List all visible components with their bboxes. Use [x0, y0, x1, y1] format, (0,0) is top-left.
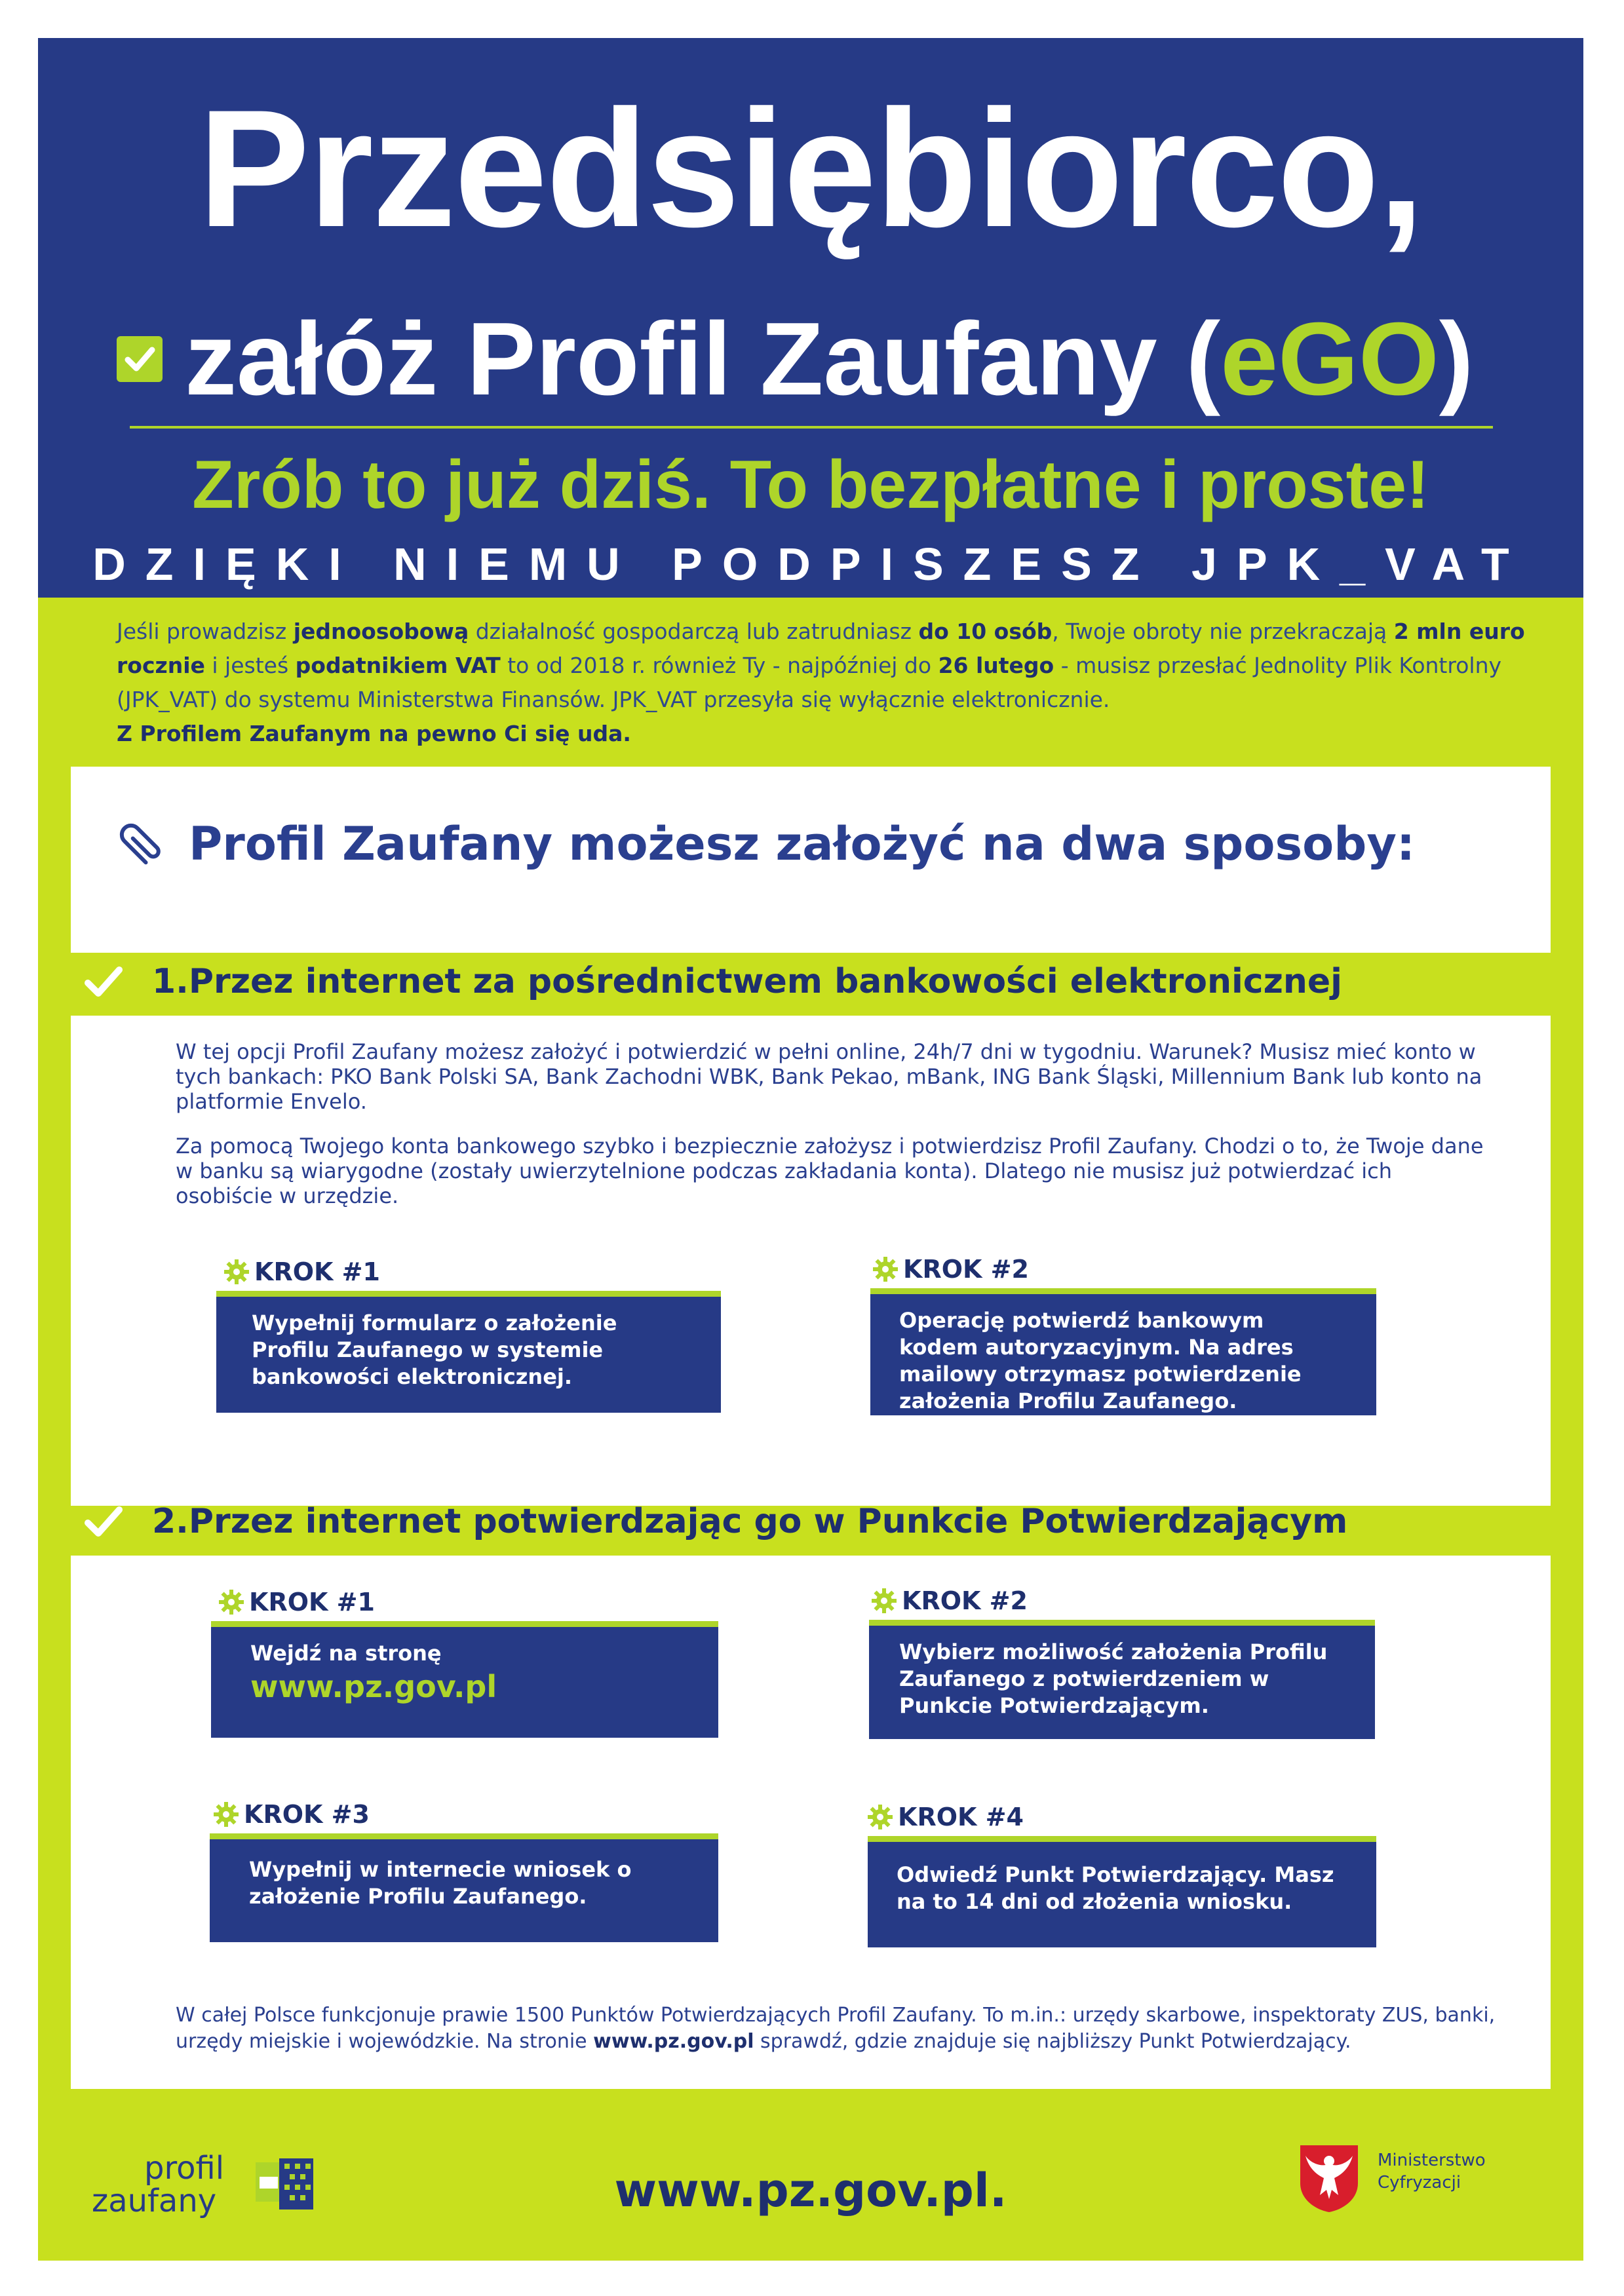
footer-url-link[interactable]: www.pz.gov.pl.: [614, 2164, 1007, 2217]
intro-paragraph: [117, 615, 1532, 751]
section2-title: [84, 1495, 1347, 1548]
section2-step3-label: [212, 1798, 370, 1831]
paperclip-icon: [111, 815, 169, 873]
page-title: Przedsiębiorco,: [198, 75, 1423, 262]
intro-closing: Z Profilem Zaufanym na pewno Ci się uda.: [117, 721, 631, 746]
section1-step2-label: [872, 1253, 1029, 1286]
intro-text: i jesteś: [204, 653, 296, 678]
section2-step4-label: [866, 1801, 1024, 1833]
ministry-logo: [1296, 2141, 1532, 2220]
tagline: Zrób to już dziś. To bezpłatne i proste!: [192, 447, 1429, 523]
intro-bold: 2 mln euro rocznie: [117, 619, 1525, 678]
gear-icon: [223, 1258, 250, 1286]
poster: [38, 38, 1583, 2261]
step-label: KROK #1: [254, 1257, 380, 1286]
gear-icon: [872, 1255, 899, 1283]
ministry-line2: Cyfryzacji: [1378, 2173, 1461, 2192]
gear-icon: [870, 1587, 898, 1615]
section2-note: [176, 2002, 1545, 2055]
intro-text: działalność gospodarczą lub zatrudniasz: [469, 619, 919, 644]
logo-text-line1: profil: [144, 2150, 225, 2187]
intro-bold: podatnikiem VAT: [295, 653, 501, 678]
intro-text: Jeśli prowadzisz: [117, 619, 294, 644]
step-url-link[interactable]: www.pz.gov.pl: [250, 1669, 497, 1704]
section2-title-text: 2.Przez internet potwierdzając go w Punkcie Potwierdzającym: [152, 1502, 1348, 1541]
section1-para2: Za pomocą Twojego konta bankowego szybko i bezpiecznie założysz i potwierdzisz Profil Zaufany. Chodzi o to, że Twoje dane w banku są wiarygodne (zostały uwierzytelnione podczas zakładania konta). Dlatego nie musisz już potwierdzać ich osobiście w urzędzie.: [176, 1134, 1484, 1208]
eagle-emblem-icon: [1296, 2141, 1362, 2213]
section1-title: [84, 955, 1342, 1008]
strapline: DZIĘKI NIEMU PODPISZESZ JPK_VAT: [92, 539, 1529, 590]
section1-step2-box: Operację potwierdź bankowym kodem autoryzacyjnym. Na adres mailowy otrzymasz potwierdzenie założenia Profilu Zaufanego.: [870, 1288, 1376, 1415]
header-banner: [38, 38, 1583, 598]
section2-step2-label: [870, 1584, 1028, 1617]
section2-step1-label: [218, 1586, 375, 1618]
section1-step1-label: [223, 1255, 380, 1288]
subtitle-end: ): [1439, 301, 1474, 417]
intro-text: , Twoje obroty nie przekraczają: [1052, 619, 1394, 644]
ministry-name: [1378, 2149, 1486, 2194]
intro-text: to od 2018 r. również Ty - najpóźniej do: [500, 653, 938, 678]
intro-bold: do 10 osób: [918, 619, 1053, 644]
header-divider: [130, 426, 1493, 429]
gear-icon: [866, 1803, 894, 1831]
subtitle-main: załóż Profil Zaufany (: [185, 301, 1221, 417]
section2-step4-box: Odwiedź Punkt Potwierdzający. Masz na to 14 dni od złożenia wniosku.: [868, 1836, 1376, 1947]
ways-title: [111, 805, 1415, 883]
step-label: KROK #4: [898, 1803, 1024, 1831]
section1-para1: W tej opcji Profil Zaufany możesz założyć i potwierdzić w pełni online, 24h/7 dni w tygodniu. Warunek? Musisz mieć konto w tych bankach: PKO Bank Polski SA, Bank Zachodni WBK, Bank Pekao, mBank, ING Bank Śląski, Millennium Bank lub konto na platformie Envelo.: [176, 1039, 1482, 1114]
page-subtitle: [117, 294, 1473, 425]
check-icon: [84, 962, 123, 1001]
step-text: Wejdź na stronę: [250, 1641, 442, 1666]
section1-title-text: 1.Przez internet za pośrednictwem bankowości elektronicznej: [152, 962, 1342, 1001]
step-label: KROK #2: [903, 1255, 1029, 1284]
check-icon: [84, 1502, 123, 1541]
ways-title-text: Profil Zaufany możesz założyć na dwa sposoby:: [189, 817, 1415, 871]
section2-step2-box: Wybierz możliwość założenia Profilu Zaufanego z potwierdzeniem w Punkcie Potwierdzającym.: [869, 1620, 1375, 1739]
step-label: KROK #3: [244, 1800, 370, 1829]
step-label: KROK #1: [249, 1588, 375, 1617]
gear-icon: [212, 1801, 240, 1828]
section2-step3-box: Wypełnij w internecie wniosek o założenie Profilu Zaufanego.: [210, 1833, 718, 1942]
step-label: KROK #2: [902, 1586, 1028, 1615]
checkbox-icon: [117, 336, 163, 382]
intro-bold: jednoosobową: [293, 619, 469, 644]
intro-text: - musisz przesłać Jednolity Plik Kontrolny (JPK_VAT) do systemu Ministerstwa Finansów. JPK_VAT przesyła się wyłącznie elektronicznie.: [117, 653, 1502, 712]
note-text: sprawdź, gdzie znajduje się najbliższy Punkt Potwierdzający.: [754, 2030, 1351, 2053]
subtitle-accent: eGO: [1220, 301, 1439, 417]
note-text: W całej Polsce funkcjonuje prawie 1500 Punktów Potwierdzających Profil Zaufany. To m.in.: urzędy skarbowe, inspektoraty ZUS, banki, urzędy miejskie i wojewódzkie. Na stronie: [176, 2004, 1496, 2053]
intro-bold: 26 lutego: [938, 653, 1054, 678]
section1-step1-box: Wypełnij formularz o założenie Profilu Zaufanego w systemie bankowości elektronicznej.: [216, 1291, 721, 1413]
logo-text-line2: zaufany: [92, 2183, 217, 2219]
section2-step1-box: [211, 1621, 718, 1738]
ministry-line1: Ministerstwo: [1378, 2151, 1486, 2170]
gear-icon: [218, 1588, 245, 1616]
note-link[interactable]: www.pz.gov.pl: [593, 2030, 754, 2053]
